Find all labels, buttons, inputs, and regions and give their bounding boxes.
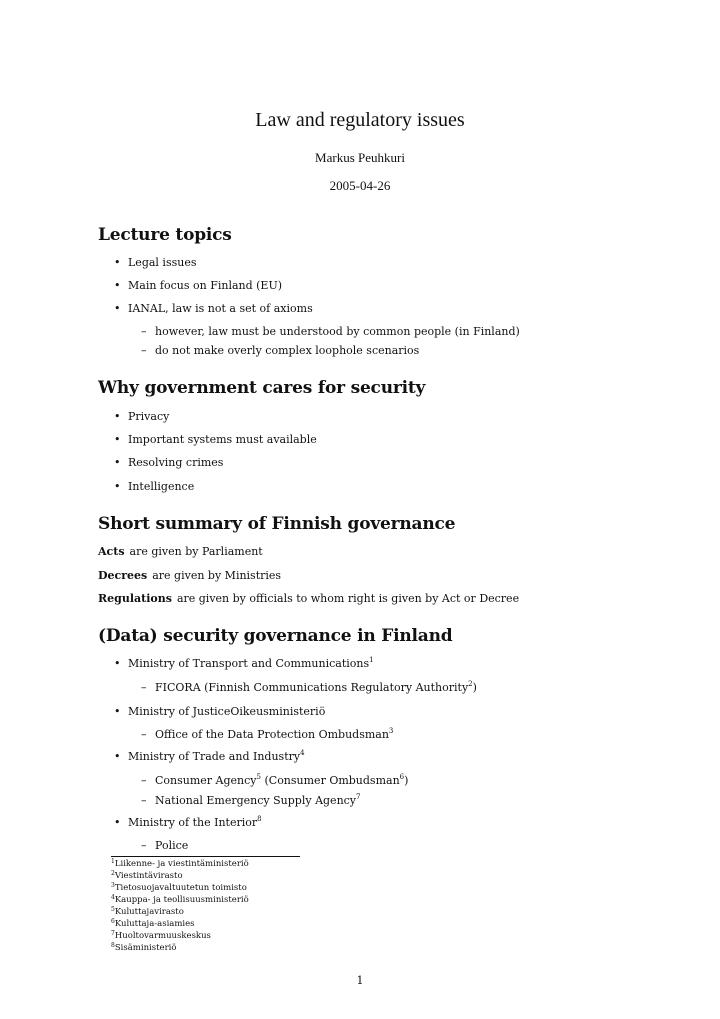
footnote-text: Sisäministeriö [114, 943, 177, 953]
list-item [114, 480, 195, 493]
footnote-number: 1 [111, 858, 115, 865]
list-item-text: Resolving crimes [128, 456, 224, 469]
sub-list-item-text-cont: (Consumer Ombudsman [260, 774, 400, 787]
footnote-mark[interactable]: 6 [399, 773, 405, 781]
sub-list-item-text: do not make overly complex loophole scenarios [155, 344, 420, 357]
list-item-text: IANAL, law is not a set of axioms [128, 302, 313, 315]
footnote-number: 5 [111, 906, 115, 913]
sub-list-item [141, 727, 394, 741]
footnote [111, 859, 249, 869]
definition-row [98, 569, 281, 582]
footnote-number: 3 [111, 882, 115, 889]
footnote-text: Kuluttaja-asiamies [114, 919, 195, 929]
footnote-number: 4 [111, 894, 115, 901]
sub-list-item-text-end: ) [472, 681, 477, 694]
footnote-text: Huoltovarmuuskeskus [114, 931, 211, 941]
footnote-mark[interactable]: 5 [256, 773, 261, 781]
definition-term: Decrees [98, 569, 148, 582]
dash-icon: – [141, 794, 147, 807]
definition-term: Regulations [98, 592, 172, 605]
footnote [111, 883, 247, 893]
footnote-text: Liikenne- ja viestintäministeriö [114, 859, 249, 869]
dash-icon: – [141, 681, 147, 694]
footnote-text: Kuluttajavirasto [114, 907, 184, 917]
definition-row [98, 592, 519, 605]
footnote-mark[interactable]: 4 [300, 749, 305, 757]
section-heading-finnish-governance: Short summary of Finnish governance [98, 514, 456, 534]
bullet-icon: • [114, 256, 121, 269]
definition-term: Acts [98, 545, 125, 558]
footnote-mark[interactable]: 2 [468, 680, 473, 688]
definition-text: are given by Parliament [129, 545, 263, 558]
footnote-mark[interactable]: 8 [257, 815, 262, 823]
bullet-icon: • [114, 816, 121, 829]
list-item [114, 456, 224, 469]
list-item-text: Intelligence [128, 480, 195, 493]
footnote-text: Kauppa- ja teollisuusministeriö [114, 895, 249, 905]
footnote-rule [111, 856, 300, 857]
footnote [111, 919, 195, 929]
footnote-mark[interactable]: 1 [369, 656, 374, 664]
sub-list-item [141, 773, 409, 787]
list-item [114, 433, 317, 446]
footnote [111, 943, 176, 953]
list-item [114, 279, 283, 292]
section-heading-why-government: Why government cares for security [98, 378, 426, 398]
footnote [111, 907, 184, 917]
sub-list-item-text: FICORA (Finnish Communications Regulatory Authority [155, 681, 469, 694]
dash-icon: – [141, 344, 147, 357]
sub-list-item [141, 839, 189, 852]
sub-list-item-text-end: ) [404, 774, 409, 787]
footnote-text: Tietosuojavaltuutetun toimisto [114, 883, 247, 893]
list-item-text: Legal issues [128, 256, 197, 269]
sub-list-item [141, 793, 361, 807]
list-item-text: Main focus on Finland (EU) [128, 279, 283, 292]
list-item-text: Ministry of Transport and Communications [128, 657, 370, 670]
bullet-icon: • [114, 456, 121, 469]
document-title: Law and regulatory issues [255, 109, 465, 131]
definition-text: are given by Ministries [152, 569, 282, 582]
sub-list-item-text: Consumer Agency [155, 774, 257, 787]
list-item-text: Ministry of the Interior [128, 816, 258, 829]
list-item [114, 302, 313, 315]
sub-list-item-text: however, law must be understood by common people (in Finland) [155, 325, 520, 338]
list-item [114, 410, 170, 423]
section-heading-lecture-topics: Lecture topics [98, 225, 232, 245]
footnote-number: 7 [111, 930, 115, 937]
list-item [114, 705, 326, 718]
footnote-number: 2 [111, 870, 115, 877]
section-heading-data-security-governance: (Data) security governance in Finland [98, 626, 453, 646]
footnote [111, 871, 183, 881]
dash-icon: – [141, 728, 147, 741]
bullet-icon: • [114, 480, 121, 493]
footnote-mark[interactable]: 3 [388, 727, 394, 735]
footnote-number: 8 [111, 942, 115, 949]
list-item [114, 815, 262, 829]
footnote-text: Viestintävirasto [114, 871, 183, 881]
document-author: Markus Peuhkuri [315, 150, 405, 165]
bullet-icon: • [114, 657, 121, 670]
list-item-text: Ministry of JusticeOikeusministeriö [128, 705, 326, 718]
sub-list-item [141, 325, 520, 338]
bullet-icon: • [114, 705, 121, 718]
sub-list-item-text: Office of the Data Protection Ombudsman [155, 728, 389, 741]
dash-icon: – [141, 325, 147, 338]
list-item [114, 656, 374, 670]
dash-icon: – [141, 774, 147, 787]
list-item-text: Ministry of Trade and Industry [128, 750, 301, 763]
list-item [114, 256, 197, 269]
footnote [111, 931, 211, 941]
list-item-text: Important systems must available [128, 433, 317, 446]
bullet-icon: • [114, 433, 121, 446]
dash-icon: – [141, 839, 147, 852]
sub-list-item-text: National Emergency Supply Agency [155, 794, 357, 807]
bullet-icon: • [114, 410, 121, 423]
sub-list-item [141, 680, 477, 694]
list-item-text: Privacy [128, 410, 170, 423]
definition-row [98, 545, 263, 558]
sub-list-item-text: Police [155, 839, 189, 852]
page-number: 1 [356, 974, 364, 987]
footnote-number: 6 [111, 918, 115, 925]
footnote-mark[interactable]: 7 [356, 793, 361, 801]
list-item [114, 749, 305, 763]
bullet-icon: • [114, 279, 121, 292]
sub-list-item [141, 344, 420, 357]
bullet-icon: • [114, 750, 121, 763]
definition-text: are given by officials to whom right is given by Act or Decree [176, 592, 520, 605]
document-date: 2005-04-26 [329, 178, 391, 193]
footnote [111, 895, 249, 905]
bullet-icon: • [114, 302, 121, 315]
